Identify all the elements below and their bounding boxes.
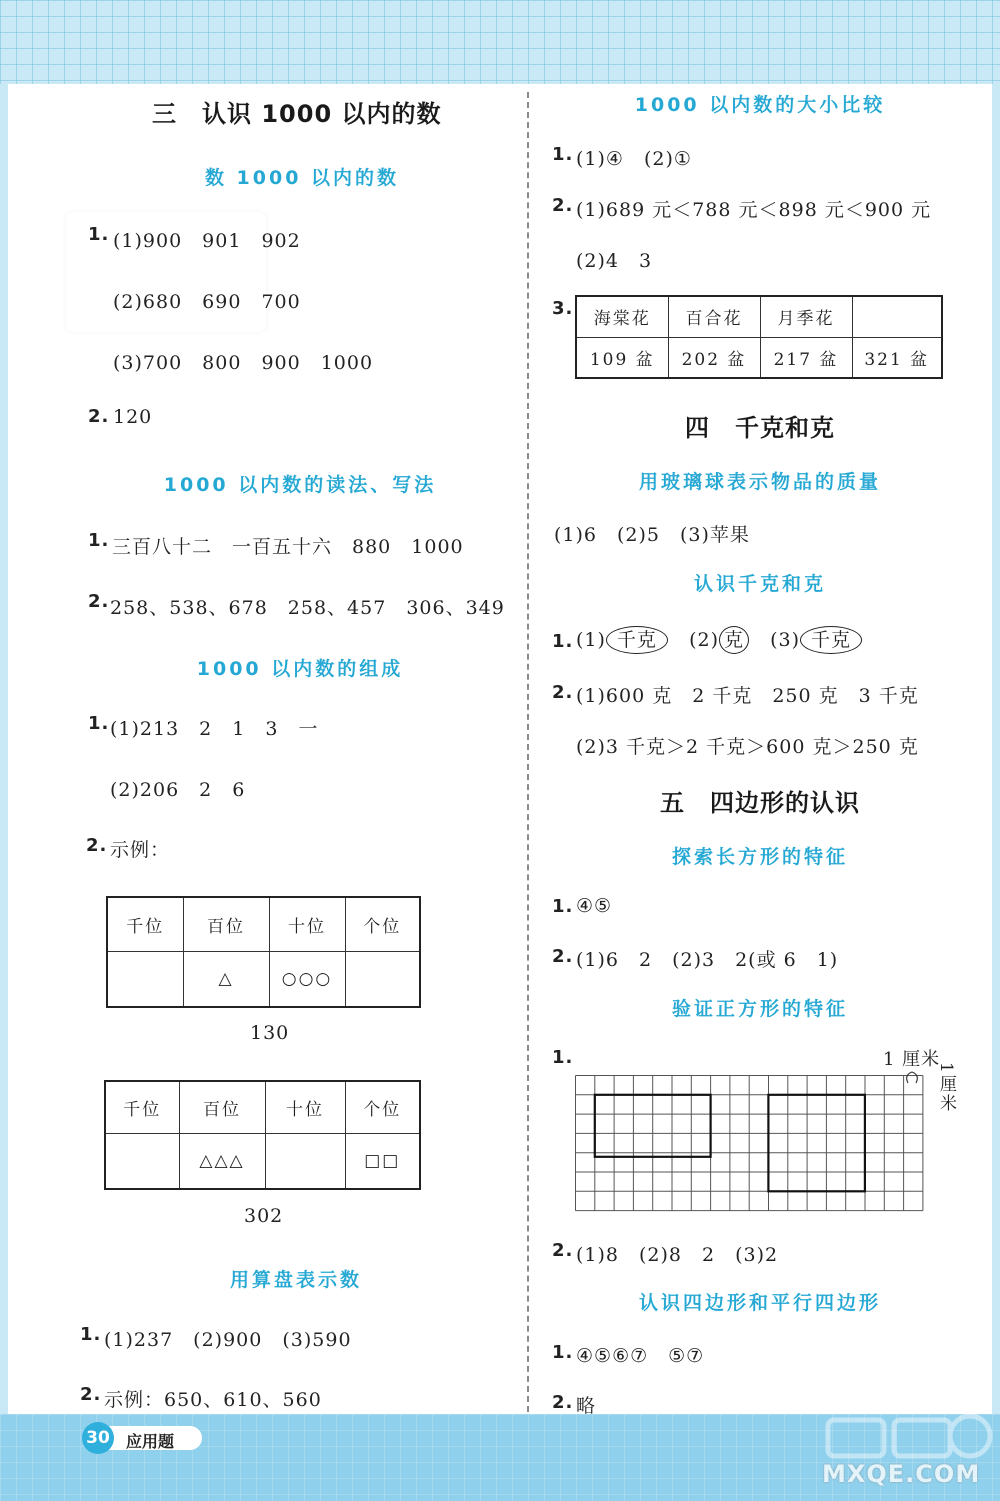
table-header: 百合花 bbox=[668, 296, 760, 337]
q-number: 2. bbox=[552, 1392, 574, 1413]
answer-line: 258、538、678 258、457 306、349 bbox=[110, 597, 505, 619]
answer-line: (1)8 (2)8 2 (3)2 bbox=[576, 1244, 779, 1266]
answer-line: (1)237 (2)900 (3)590 bbox=[104, 1329, 352, 1351]
table-header: 个位 bbox=[345, 897, 420, 951]
unit5-title: 五 四边形的认识 bbox=[660, 789, 860, 817]
table-header: 个位 bbox=[345, 1081, 420, 1133]
q-number: 1. bbox=[552, 1047, 574, 1068]
table-header: 十位 bbox=[265, 1081, 345, 1133]
table-cell: △ bbox=[183, 951, 269, 1007]
q-number: 2. bbox=[88, 591, 110, 612]
unit3-title: 三 认识 1000 以内的数 bbox=[152, 100, 442, 128]
q-number: 2. bbox=[552, 195, 574, 216]
right-margin-band bbox=[992, 84, 1000, 1414]
answer-line: 示例： bbox=[110, 839, 171, 861]
top-grid-band bbox=[0, 0, 1000, 84]
q-number: 1. bbox=[552, 631, 574, 652]
answer-line: ④⑤ bbox=[576, 895, 613, 917]
section-title-read-write: 1000 以内数的读法、写法 bbox=[163, 474, 437, 496]
brace-mark-icon bbox=[907, 1072, 918, 1083]
section-title-quadrilateral: 认识四边形和平行四边形 bbox=[638, 1292, 882, 1314]
footer-label: 应用题 bbox=[126, 1432, 175, 1451]
q-number: 1. bbox=[88, 530, 110, 551]
answer-line: (1)6 2 (2)3 2(或 6 1) bbox=[576, 949, 839, 971]
section-title-kg-g: 认识千克和克 bbox=[693, 573, 827, 595]
table-header: 千位 bbox=[105, 1081, 179, 1133]
watermark-text: MXQE.COM bbox=[822, 1460, 981, 1488]
q-number: 2. bbox=[552, 1240, 574, 1261]
answer-line: 略 bbox=[576, 1395, 597, 1417]
q-number: 2. bbox=[86, 835, 108, 856]
answer-line: (1)④ (2)① bbox=[576, 148, 692, 170]
table-cell bbox=[107, 951, 183, 1007]
table-cell bbox=[105, 1133, 179, 1189]
q-number: 1. bbox=[552, 144, 574, 165]
answer-part: (2) bbox=[689, 629, 719, 651]
answer-line: (1)600 克 2 千克 250 克 3 千克 bbox=[576, 685, 919, 707]
answer-part: (3) bbox=[770, 629, 801, 651]
table-value: 302 bbox=[244, 1205, 284, 1227]
q-number: 1. bbox=[88, 713, 110, 734]
table-cell bbox=[265, 1133, 345, 1189]
table-cell bbox=[345, 951, 420, 1007]
unit4-title: 四 千克和克 bbox=[685, 414, 835, 442]
q-number: 1. bbox=[88, 224, 110, 245]
table-header: 千位 bbox=[107, 897, 183, 951]
table-header: 海棠花 bbox=[576, 296, 668, 337]
q-number: 2. bbox=[552, 946, 574, 967]
section-title-rectangle: 探索长方形的特征 bbox=[671, 846, 849, 868]
answer-line: 120 bbox=[113, 406, 153, 428]
table-cell: □□ bbox=[345, 1133, 420, 1189]
table-header: 十位 bbox=[269, 897, 345, 951]
square-grid-figure bbox=[570, 1070, 932, 1218]
page-number: 30 bbox=[82, 1422, 114, 1454]
q-number: 1. bbox=[80, 1324, 102, 1345]
answer-line: (3)700 800 900 1000 bbox=[113, 352, 374, 374]
q-number: 2. bbox=[80, 1384, 102, 1405]
table-header: 百位 bbox=[179, 1081, 265, 1133]
unit-label-vertical: 1厘米 bbox=[936, 1062, 956, 1113]
left-margin-band bbox=[0, 84, 8, 1414]
circled-answer: 千克 bbox=[800, 626, 862, 654]
answer-line: (2)680 690 700 bbox=[113, 291, 301, 313]
answer-line: 三百八十二 一百五十六 880 1000 bbox=[112, 536, 464, 558]
section-title-count: 数 1000 以内的数 bbox=[204, 167, 400, 189]
q-number: 1. bbox=[552, 1342, 574, 1363]
answer-line: (2)4 3 bbox=[576, 250, 653, 272]
answer-part: (1) bbox=[576, 629, 606, 651]
answer-line-circled bbox=[576, 626, 862, 654]
place-value-table-2 bbox=[104, 1080, 421, 1190]
table-cell: 321 盆 bbox=[852, 337, 942, 378]
circled-answer: 克 bbox=[719, 626, 749, 654]
column-divider bbox=[527, 92, 529, 1412]
section-title-compare: 1000 以内数的大小比较 bbox=[634, 94, 886, 116]
unit-label-horizontal: 1 厘米 bbox=[883, 1049, 941, 1070]
answer-line: (1)213 2 1 3 一 bbox=[110, 718, 319, 740]
table-cell: 109 盆 bbox=[576, 337, 668, 378]
answer-line: (1)6 (2)5 (3)苹果 bbox=[554, 524, 750, 546]
answer-line: ④⑤⑥⑦ ⑤⑦ bbox=[576, 1345, 705, 1367]
answer-line: (1)689 元＜788 元＜898 元＜900 元 bbox=[576, 199, 932, 221]
drawn-square bbox=[768, 1095, 865, 1192]
q-number: 3. bbox=[552, 298, 574, 319]
table-cell: 217 盆 bbox=[760, 337, 852, 378]
table-cell: ○○○ bbox=[269, 951, 345, 1007]
q-number: 2. bbox=[88, 406, 110, 427]
table-header: 百位 bbox=[183, 897, 269, 951]
q-number: 2. bbox=[552, 682, 574, 703]
answer-line: 示例：650、610、560 bbox=[104, 1389, 322, 1411]
table-header: 月季花 bbox=[760, 296, 852, 337]
circled-answer: 千克 bbox=[606, 626, 668, 654]
table-cell: 202 盆 bbox=[668, 337, 760, 378]
answer-line: (1)900 901 902 bbox=[113, 230, 301, 252]
q-number: 1. bbox=[552, 896, 574, 917]
answer-line: (2)3 千克＞2 千克＞600 克＞250 克 bbox=[576, 736, 919, 758]
table-value: 130 bbox=[250, 1022, 290, 1044]
answer-line: (2)206 2 6 bbox=[110, 779, 246, 801]
flower-pots-table bbox=[575, 295, 943, 379]
section-title-glass-balls: 用玻璃球表示物品的质量 bbox=[638, 471, 882, 493]
place-value-table-1 bbox=[106, 896, 421, 1008]
section-title-abacus: 用算盘表示数 bbox=[229, 1269, 363, 1291]
table-header bbox=[852, 296, 942, 337]
table-cell: △△△ bbox=[179, 1133, 265, 1189]
section-title-square: 验证正方形的特征 bbox=[671, 998, 849, 1020]
section-title-composition: 1000 以内数的组成 bbox=[196, 658, 404, 680]
